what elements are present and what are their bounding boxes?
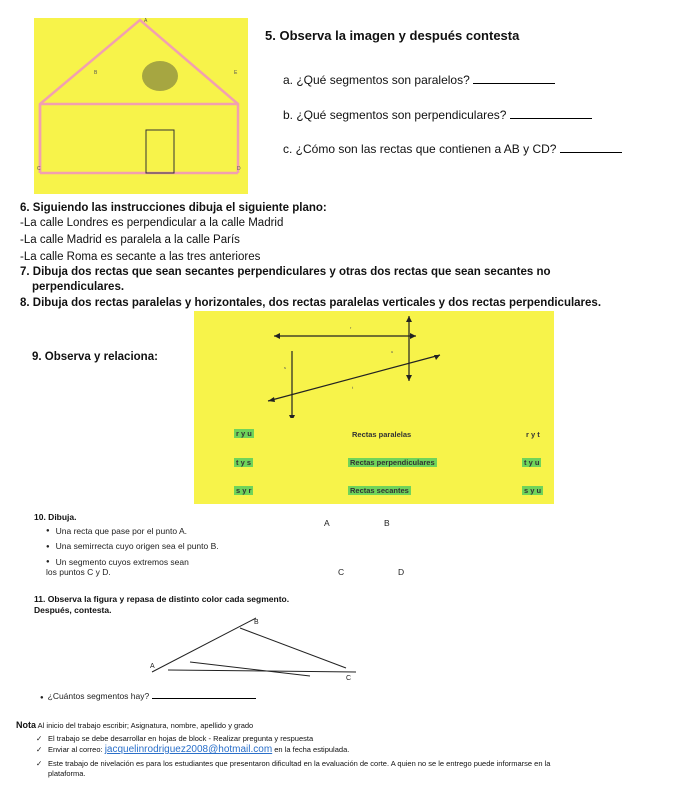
house-label-e: E [234, 70, 238, 76]
q9-title: 9. Observa y relaciona: [32, 351, 158, 363]
nota-intro [16, 721, 253, 731]
q10-item-3-tail: los puntos C y D. [46, 567, 111, 577]
check-icon: ✓ [36, 734, 43, 743]
nota-item-3-text: Este trabajo de nivelación es para los estudiantes que presentaron dificultad en la evaluación de corte. A quien no se le entrego puede informarse en la [48, 759, 551, 768]
fig-point-c: C [346, 675, 352, 682]
q10-item-1-text: Una recta que pase por el punto A. [55, 526, 187, 536]
nota-item-1-text: El trabajo se debe desarrollar en hojas de block - Realizar pregunta y respuesta [48, 734, 314, 743]
q11-subtitle: Después, contesta. [34, 605, 112, 615]
point-d: D [398, 567, 405, 577]
q11-title: 11. Observa la figura y repasa de distinto color cada segmento. [34, 594, 290, 604]
q5-a-text: a. ¿Qué segmentos son paralelos? [283, 73, 470, 87]
nota-item-3 [36, 759, 656, 769]
house-label-d: D [237, 166, 241, 172]
match-mid-2: Rectas perpendiculares [350, 458, 435, 467]
line-label-s: s [284, 365, 286, 370]
house-figure [34, 18, 248, 194]
match-mid-3: Rectas secantes [350, 486, 409, 495]
nota-intro-text: Al inicio del trabajo escribir; Asignatura, nombre, apellido y grado [37, 721, 254, 730]
q5-c [283, 142, 622, 156]
nota-item-2 [36, 745, 349, 755]
nota-label: Nota [16, 720, 36, 730]
match-right-1[interactable]: r y t [526, 430, 540, 439]
answer-blank[interactable] [510, 108, 592, 119]
q6-line-2: -La calle Madrid es paralela a la calle París [20, 234, 240, 246]
match-right-3[interactable]: s y u [524, 486, 542, 495]
match-left-2[interactable]: t y s [236, 458, 252, 467]
q6-line-3: -La calle Roma es secante a las tres anteriores [20, 251, 261, 263]
q5-a [283, 73, 555, 87]
nota-item-2-text: Enviar al correo: [48, 745, 103, 754]
q10-item-3-text: Un segmento cuyos extremos sean [55, 556, 189, 567]
q5-c-text: c. ¿Cómo son las rectas que contienen a AB y CD? [283, 142, 557, 156]
line-label-u: u [391, 349, 394, 354]
check-icon: ✓ [36, 745, 43, 754]
house-label-b: B [94, 70, 98, 76]
point-c: C [338, 567, 345, 577]
q10-list [46, 526, 219, 568]
answer-blank[interactable] [560, 142, 622, 153]
q11-figure [150, 612, 360, 684]
q7-line-2: perpendiculares. [32, 281, 125, 293]
q5-title: 5. Observa la imagen y después contesta [265, 28, 520, 43]
q10-item-2-text: Una semirrecta cuyo origen sea el punto B. [55, 541, 219, 552]
q9-lines-figure [194, 311, 554, 418]
q9-match-table [194, 418, 554, 504]
point-b: B [384, 518, 390, 528]
match-mid-1: Rectas paralelas [352, 430, 412, 439]
q10-item-2 [46, 541, 219, 552]
nota-item-3-tail: plataforma. [48, 769, 86, 778]
line-label-r: r [350, 325, 352, 330]
match-left-1[interactable]: r y u [236, 429, 252, 438]
check-icon: ✓ [36, 759, 43, 768]
q11-question: ● ¿Cuántos segmentos hay? [40, 690, 256, 704]
match-right-2[interactable]: t y u [524, 458, 540, 467]
q6-line-1: -La calle Londres es perpendicular a la calle Madrid [20, 217, 284, 229]
q7-line-1: 7. Dibuja dos rectas que sean secantes perpendiculares y otras dos rectas que sean secantes no [20, 266, 551, 278]
q5-b-text: b. ¿Qué segmentos son perpendiculares? [283, 108, 507, 122]
nota-item-2-tail: en la fecha estipulada. [274, 745, 350, 754]
house-label-c: C [37, 166, 41, 172]
q11-question-text: ¿Cuántos segmentos hay? [47, 691, 150, 701]
fig-point-b: B [254, 619, 259, 626]
answer-blank[interactable] [473, 73, 555, 84]
fig-point-a: A [150, 663, 155, 670]
point-a: A [324, 518, 330, 528]
line-label-t: t [352, 385, 354, 390]
match-left-3[interactable]: s y r [236, 486, 252, 495]
q5-b [283, 108, 592, 122]
answer-blank[interactable] [152, 690, 256, 699]
nota-item-1 [36, 734, 313, 744]
q10-title: 10. Dibuja. [34, 512, 77, 522]
q6-title: 6. Siguiendo las instrucciones dibuja el siguiente plano: [20, 202, 327, 214]
q10-item-1 [46, 526, 219, 537]
email-link[interactable]: jacquelinrodriguez2008@hotmail.com [104, 744, 273, 755]
house-label-a: A [144, 18, 148, 24]
q8-text: 8. Dibuja dos rectas paralelas y horizontales, dos rectas paralelas verticales y dos rectas perpendiculares. [20, 297, 602, 309]
